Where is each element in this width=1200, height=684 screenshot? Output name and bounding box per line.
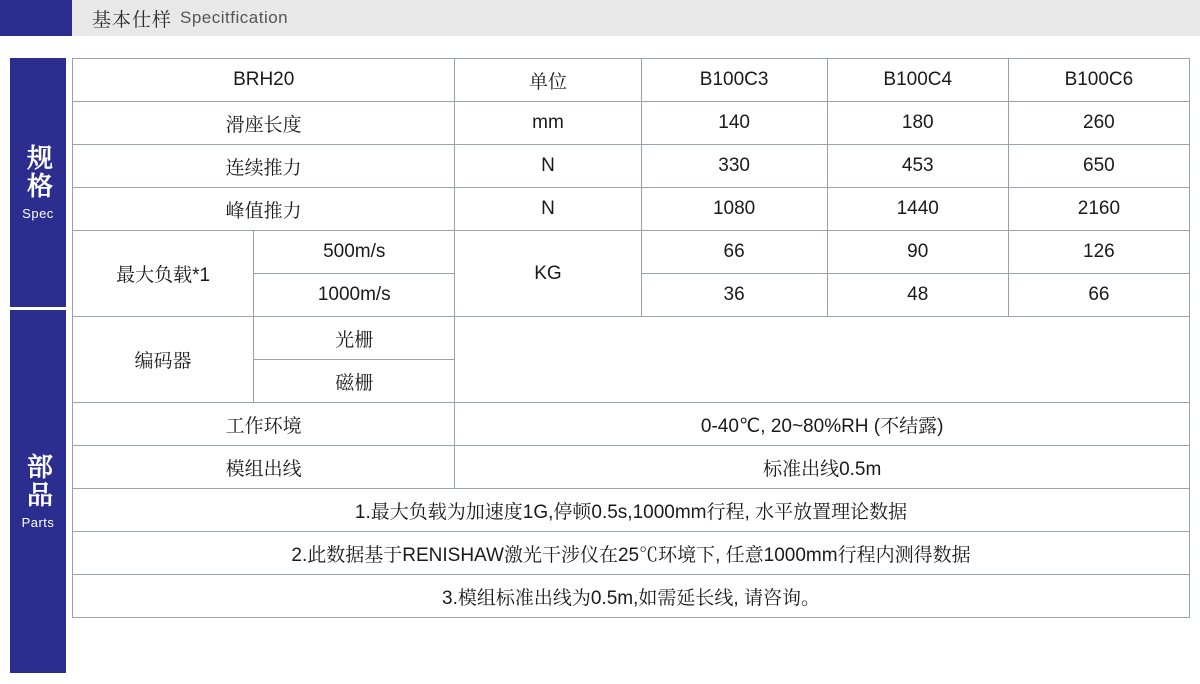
side-label-parts-en: Parts: [21, 515, 55, 530]
table-row: [73, 188, 1190, 231]
table-row: [73, 59, 1190, 102]
table-row: [73, 575, 1190, 618]
header-title-cn: 基本仕样: [92, 9, 173, 31]
side-label-parts: [10, 310, 66, 673]
table-row: [73, 231, 1190, 274]
cell-value-peak-force-c6: 2160: [1008, 188, 1189, 231]
cell-value-slide-length-c3: 140: [641, 102, 827, 145]
header-bar: [72, 0, 1200, 36]
cell-label-continuous-force: 连续推力: [73, 145, 455, 188]
table-row: [73, 317, 1190, 360]
side-label-spec-en: Spec: [22, 206, 54, 221]
cell-sublabel-max-load-500: 500m/s: [254, 231, 455, 274]
table-row: [73, 532, 1190, 575]
cell-unit-peak-force: N: [455, 188, 641, 231]
cell-note-1: 1.最大负载为加速度1G,停顿0.5s,1000mm行程, 水平放置理论数据: [73, 489, 1190, 532]
cell-value-max-load-1000-c4: 48: [827, 274, 1008, 317]
table-row: [73, 403, 1190, 446]
cell-note-3: 3.模组标准出线为0.5m,如需延长线, 请咨询。: [73, 575, 1190, 618]
header-title-en: Specitfication: [180, 8, 289, 27]
cell-label-max-load: 最大负载*1: [73, 231, 254, 317]
side-label-parts-cn: 部品: [23, 453, 54, 509]
body: [10, 58, 1190, 673]
header: [0, 0, 1200, 36]
cell-value-peak-force-c4: 1440: [827, 188, 1008, 231]
side-label-spec: [10, 58, 66, 310]
cell-note-2: 2.此数据基于RENISHAW激光干涉仪在25℃环境下, 任意1000mm行程内测得数据: [73, 532, 1190, 575]
cell-model-b100c6: B100C6: [1008, 59, 1189, 102]
cell-label-slide-length: 滑座长度: [73, 102, 455, 145]
cell-value-peak-force-c3: 1080: [641, 188, 827, 231]
side-label-spec-cn: 规格: [23, 144, 54, 200]
cell-model-b100c3: B100C3: [641, 59, 827, 102]
header-accent-block: [0, 0, 72, 36]
cell-value-max-load-1000-c6: 66: [1008, 274, 1189, 317]
cell-value-cable: 标准出线0.5m: [455, 446, 1190, 489]
cell-unit-slide-length: mm: [455, 102, 641, 145]
cell-value-slide-length-c6: 260: [1008, 102, 1189, 145]
cell-unit-max-load: KG: [455, 231, 641, 317]
table-row: [73, 102, 1190, 145]
cell-model-name: BRH20: [73, 59, 455, 102]
cell-label-encoder: 编码器: [73, 317, 254, 403]
cell-value-max-load-500-c6: 126: [1008, 231, 1189, 274]
cell-sublabel-encoder-magnetic: 磁栅: [254, 360, 455, 403]
table-row: [73, 145, 1190, 188]
table-row: [73, 446, 1190, 489]
cell-unit-header: 单位: [455, 59, 641, 102]
cell-value-slide-length-c4: 180: [827, 102, 1008, 145]
cell-value-continuous-force-c4: 453: [827, 145, 1008, 188]
cell-value-continuous-force-c6: 650: [1008, 145, 1189, 188]
table-row: [73, 489, 1190, 532]
cell-sublabel-encoder-optical: 光栅: [254, 317, 455, 360]
cell-unit-continuous-force: N: [455, 145, 641, 188]
cell-value-continuous-force-c3: 330: [641, 145, 827, 188]
cell-value-max-load-500-c3: 66: [641, 231, 827, 274]
cell-encoder-values-blank: [455, 317, 1190, 403]
side-label-column: [10, 58, 66, 673]
cell-sublabel-max-load-1000: 1000m/s: [254, 274, 455, 317]
cell-label-environment: 工作环境: [73, 403, 455, 446]
spec-table: [72, 58, 1190, 618]
cell-model-b100c4: B100C4: [827, 59, 1008, 102]
spec-table-area: [72, 58, 1190, 673]
cell-label-peak-force: 峰值推力: [73, 188, 455, 231]
cell-value-max-load-500-c4: 90: [827, 231, 1008, 274]
cell-label-cable: 模组出线: [73, 446, 455, 489]
cell-value-environment: 0-40℃, 20~80%RH (不结露): [455, 403, 1190, 446]
cell-value-max-load-1000-c3: 36: [641, 274, 827, 317]
